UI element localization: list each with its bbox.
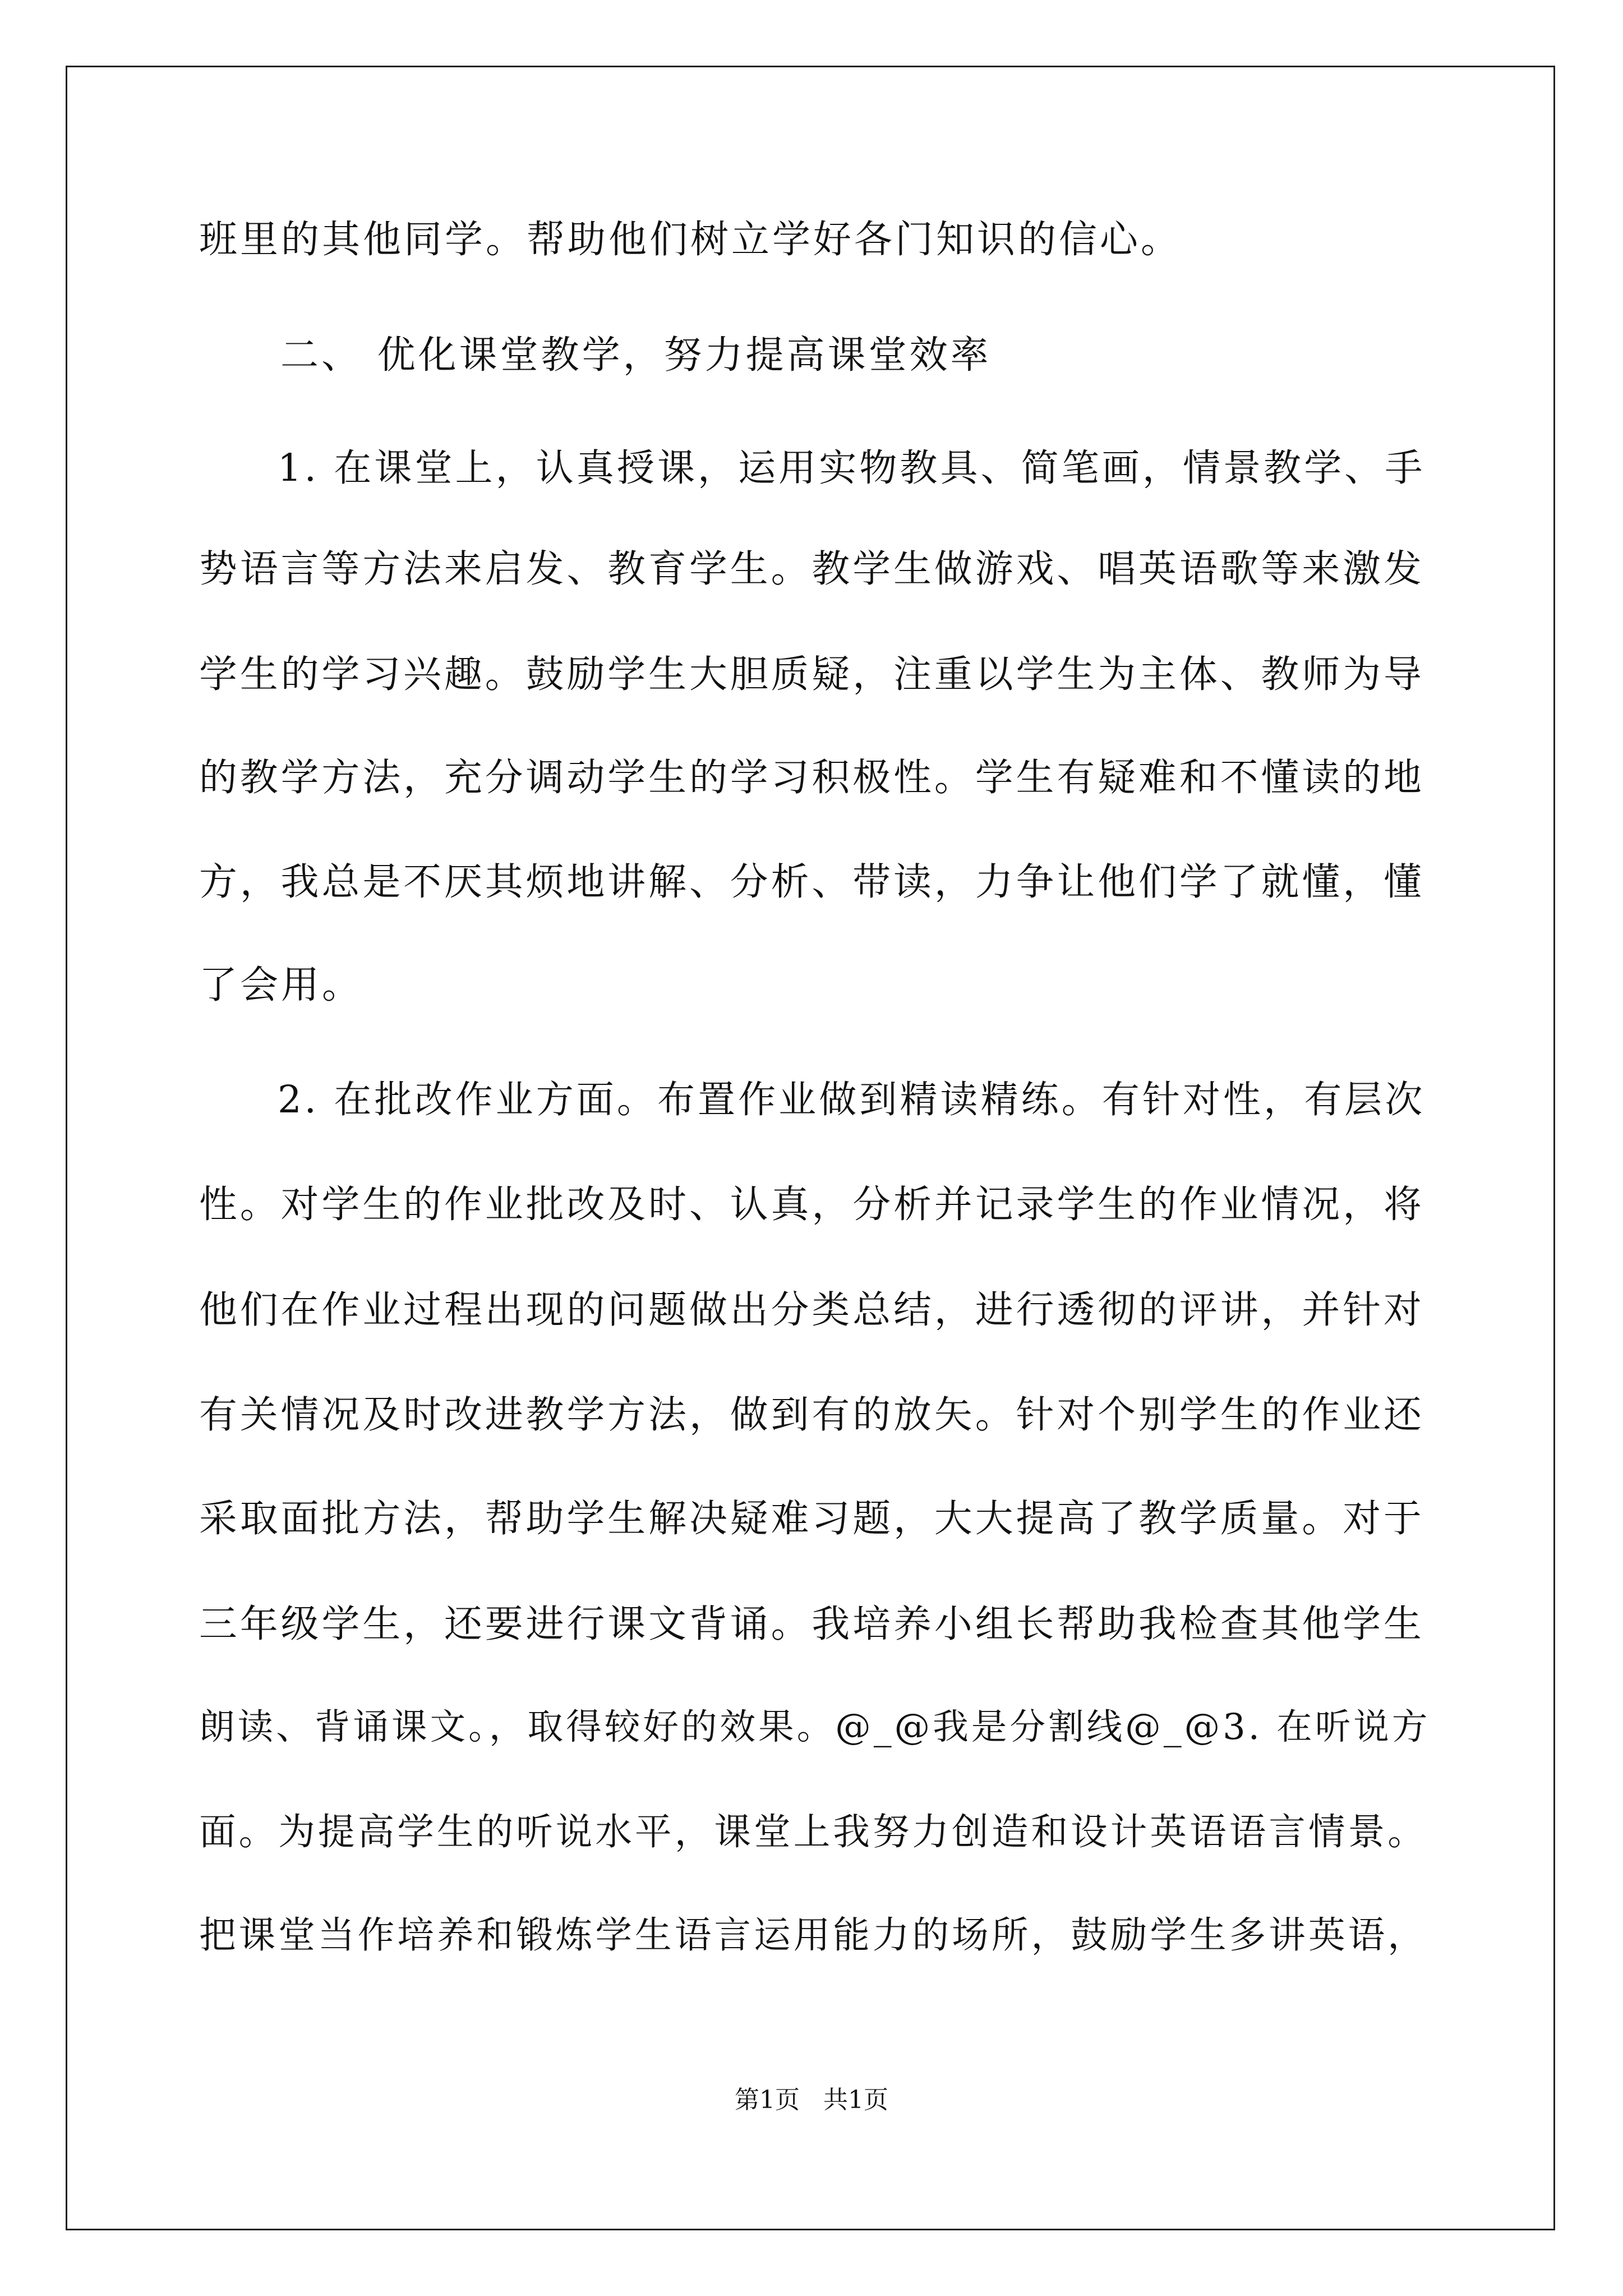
body-line: 学生的学习兴趣。鼓励学生大胆质疑，注重以学生为主体、教师为导	[199, 652, 1424, 696]
page-footer	[0, 2088, 1623, 2113]
body-line: 的教学方法，充分调动学生的学习积极性。学生有疑难和不懂读的地	[199, 755, 1424, 799]
body-line: 面。为提高学生的听说水平，课堂上我努力创造和设计英语语言情景。	[199, 1811, 1427, 1853]
body-line: 势语言等方法来启发、教育学生。教学生做游戏、唱英语歌等来激发	[199, 546, 1424, 591]
body-line: 1. 在课堂上，认真授课，运用实物教具、简笔画，情景教学、手	[278, 446, 1426, 490]
body-line: 把课堂当作培养和锻炼学生语言运用能力的场所，鼓励学生多讲英语，	[199, 1914, 1427, 1957]
body-line: 朗读、背诵课文。，取得较好的效果。@_@我是分割线@_@3. 在听说方	[199, 1706, 1431, 1747]
body-line: 方，我总是不厌其烦地讲解、分析、带读，力争让他们学了就懂，懂	[199, 859, 1424, 904]
body-line: 了会用。	[199, 963, 363, 1007]
body-line: 性。对学生的作业批改及时、认真，分析并记录学生的作业情况，将	[199, 1182, 1424, 1226]
section-heading: 二、 优化课堂教学，努力提高课堂效率	[280, 333, 992, 378]
body-line: 有关情况及时改进教学方法，做到有的放矢。针对个别学生的作业还	[199, 1392, 1424, 1437]
body-line: 三年级学生，还要进行课文背诵。我培养小组长帮助我检查其他学生	[199, 1602, 1424, 1646]
page-number: 第1页	[735, 2086, 800, 2114]
body-line: 2. 在批改作业方面。布置作业做到精读精练。有针对性，有层次	[278, 1078, 1426, 1121]
body-line: 他们在作业过程出现的问题做出分类总结，进行透彻的评讲，并针对	[199, 1287, 1424, 1332]
page-border	[66, 66, 1555, 2230]
body-line: 班里的其他同学。帮助他们树立学好各门知识的信心。	[199, 218, 1182, 262]
page-total: 共1页	[823, 2086, 888, 2114]
body-line: 采取面批方法，帮助学生解决疑难习题，大大提高了教学质量。对于	[199, 1496, 1424, 1540]
